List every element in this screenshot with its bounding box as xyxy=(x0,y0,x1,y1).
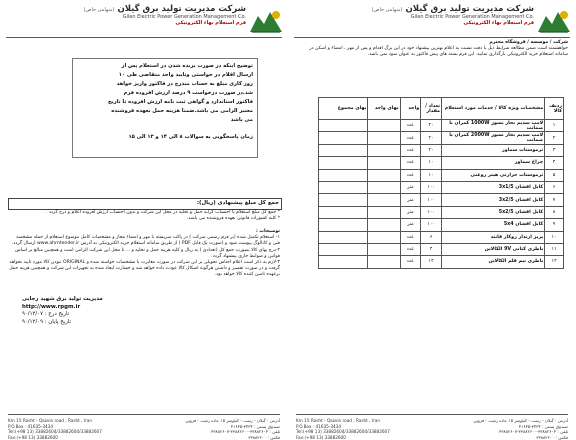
item-unit: عدد xyxy=(400,243,421,255)
col-qty: تعداد / مقدار xyxy=(421,98,442,120)
row-number: ۴ xyxy=(545,157,564,169)
table-row xyxy=(319,206,564,218)
row-number: ۱ xyxy=(545,120,564,132)
unit-price-cell[interactable] xyxy=(368,157,400,169)
item-spec: لامپ سدیم بخار نسوز 2000W کمران با ضمانت xyxy=(442,132,545,144)
row-number: ۹ xyxy=(545,219,564,231)
table-header-row xyxy=(319,98,564,120)
table-row xyxy=(319,219,564,231)
table-row xyxy=(319,144,564,156)
item-qty: ۲۰ xyxy=(421,132,442,144)
row-number: ۵ xyxy=(545,169,564,181)
table-body xyxy=(319,120,564,269)
right-page: شرکت مدیریت تولید برق گیلان (سهامی خاص) Gilan Electric Power Generation Management Co. فرم استعلام بهاء الکترونیکی شرکت / موسسه / فروشگاه محترم خواهشمند است ضمن مطالعه شرایط ذیل با دقت نسبت به اعلام بهترین پیشنهاد خود در این برگ اقدام و پس از مهر ، امضاء و اسکن در سامانه استعلام خرید الکترونیکی بارگذاری نمایید. این فرم بسته های پیش فاکتور به عنوان سود نمی باشد. ردیف کالا مشخصات ویژه کالا / خدمات مورد استعلام تعداد / مقدار واحد بهای واحد بهای مجموع ۱ لامپ سدیم بخار نسوز 1000W کمران با ضمانت ۲۰ عدد ۲ لامپ سدیم بخار نسوز 2000W کمران با ضمانت ۲۰ عدد ۳ ترموستات سماور ۲۰ عدد ۴ چراغ سماور ۱۰ عدد ۵ ترموستات حرارتی هیتر روغنی ۱۰ عدد ۶ کابل افشان 3x1/5 ۱۰۰ متر ۷ کابل افشان 3x2/5 ۱۰۰ متر ۸ کابل افشان 5x2/5 ۱۰۰ متر ۹ کابل افشان 5x4 ۱۰۰ متر ۱۰ پریز ارتدار روکار فانتد ۶ عدد ۱۱ باطری کتابی 9V الکالاین ۴ عدد ۱۲ باطری نیم قلم الکالاین ۱۴ عدد Km 15 Rasht - Qazvin road , Rasht , Iran P.O.Box : 41635-3434 Tel:(+98 13) 33882604/33882600/33882607 Fax:(+98 13) 33882600 آدرس : گیلان - رشت - کیلومتر ۱۵ جاده رشت - قزوین صندوق پستی : ۳۴۳۴-۴۱۶۳۵ تلفن : ۳۳۸۸۲۶۰۴-۳۳۸۸۲۶۰۰-۳۳۸۸۲۶۰۷ فکس : ۳۳۸۸۲۶۰۰ xyxy=(288,0,576,426)
row-number: ۱۰ xyxy=(545,231,564,243)
item-qty: ۲۰ xyxy=(421,120,442,132)
total-price-cell[interactable] xyxy=(319,194,368,206)
table-row xyxy=(319,157,564,169)
company-logo xyxy=(248,8,284,34)
total-price-cell[interactable] xyxy=(319,169,368,181)
table-row xyxy=(319,132,564,144)
item-unit: عدد xyxy=(400,169,421,181)
item-qty: ۱۰۰ xyxy=(421,181,442,193)
deadline-date: تاریخ پایان : ۹۰/۱۲/۰۹ xyxy=(22,318,71,325)
header-divider xyxy=(6,37,282,38)
item-qty: ۱۰۰ xyxy=(421,206,442,218)
item-unit: متر xyxy=(400,219,421,231)
total-price-cell[interactable] xyxy=(319,144,368,156)
item-spec: کابل افشان 3x1/5 xyxy=(442,181,545,193)
item-spec: کابل افشان 5x2/5 xyxy=(442,206,545,218)
unit-price-cell[interactable] xyxy=(368,132,400,144)
explanation-2: ۲-درج بهای کالا بصورت جمع کل (تعدادی ) به ریال و کلیه هزینه حمل و تخلیه و ... تا محل این شرکت الزامی است و همچنین مبالغ بر اساس قوانین و ضوابط جاری پیشنهاد گردد. xyxy=(15,247,280,259)
col-unit-price: بهای واحد xyxy=(368,98,400,120)
notice-box: توضیح اینکه در صورت برنده شدن در استعلام پس از ارسال اقلام در خواستی وتایید واحد متقاضی ظی ۱۰ روز کاری مبلغ به حساب مندرج در فاکتور واریز خواهد شد.در صورت درخواست ۹ درصد ارزش افزوده فرم فاکتور استاندارد و گواهی ثبت نامه ارزش افزوده تا تاریخ معتبر الزامی می باشد.ضمنا هزینه حمل بعهده فروشنده می باشد زمان پاسخگویی به سوالات ۸ الی ۱۴ و ۱۳ الی ۱۵ xyxy=(72,58,258,158)
item-spec: باطری نیم قلم الکالاین xyxy=(442,256,545,268)
total-price-cell[interactable] xyxy=(319,219,368,231)
explanation-3: ۳-لازم به ذکر است اعلام اجناس تحویلی بر این شرکت در صورت مغایرت با مشخصات خواسته شده و ORIGINAL نبودن کالا مورد تایید نخواهد گرفت و در صورت تقصیر و داشتن هرگونه اشکال کالا عودت داده خواهد شد و خسارت ایجاد شده به تجهیزات این شرکت و همچنین هزینه حمل برعهده تامین کننده کالا خواهد بود. xyxy=(9,260,280,278)
unit-price-cell[interactable] xyxy=(368,194,400,206)
item-unit: متر xyxy=(400,194,421,206)
item-qty: ۱۴ xyxy=(421,256,442,268)
unit-price-cell[interactable] xyxy=(368,256,400,268)
col-total-price: بهای مجموع xyxy=(319,98,368,120)
item-unit: عدد xyxy=(400,157,421,169)
unit-price-cell[interactable] xyxy=(368,219,400,231)
unit-price-cell[interactable] xyxy=(368,120,400,132)
row-number: ۸ xyxy=(545,206,564,218)
row-number: ۶ xyxy=(545,181,564,193)
unit-price-cell[interactable] xyxy=(368,231,400,243)
company-name: شرکت مدیریت تولید برق گیلان (سهامی خاص) xyxy=(83,4,246,14)
total-price-cell[interactable] xyxy=(319,243,368,255)
unit-price-cell[interactable] xyxy=(368,144,400,156)
total-price-cell[interactable] xyxy=(319,181,368,193)
form-title: فرم استعلام بهاء الکترونیکی xyxy=(175,20,246,26)
header-divider xyxy=(294,37,570,38)
total-price-cell[interactable] xyxy=(319,120,368,132)
signature-unit: مدیریت تولید برق شهید رجایی xyxy=(22,296,103,302)
table-row xyxy=(319,231,564,243)
issue-date: تاریخ درج : ۹۰/۱۲/۰۷ xyxy=(22,311,70,317)
total-price-cell[interactable] xyxy=(319,206,368,218)
item-unit: عدد xyxy=(400,256,421,268)
col-spec: مشخصات ویژه کالا / خدمات مورد استعلام xyxy=(442,98,545,120)
item-qty: ۱۰۰ xyxy=(421,219,442,231)
col-unit: واحد xyxy=(400,98,421,120)
item-qty: ۶ xyxy=(421,231,442,243)
table-row xyxy=(319,194,564,206)
row-number: ۷ xyxy=(545,194,564,206)
unit-price-cell[interactable] xyxy=(368,243,400,255)
total-price-cell[interactable] xyxy=(319,256,368,268)
item-spec: لامپ سدیم بخار نسوز 1000W کمران با ضمانت xyxy=(442,120,545,132)
item-unit: عدد xyxy=(400,132,421,144)
item-qty: ۲۰ xyxy=(421,144,442,156)
total-price-cell[interactable] xyxy=(319,132,368,144)
unit-price-cell[interactable] xyxy=(368,169,400,181)
table-row xyxy=(319,243,564,255)
total-price-cell[interactable] xyxy=(319,231,368,243)
item-spec: باطری کتابی 9V الکالاین xyxy=(442,243,545,255)
company-logo xyxy=(536,8,572,34)
item-unit: عدد xyxy=(400,120,421,132)
company-name: شرکت مدیریت تولید برق گیلان (سهامی خاص) xyxy=(371,4,534,14)
table-row xyxy=(319,120,564,132)
left-header xyxy=(0,0,288,46)
item-qty: ۱۰۰ xyxy=(421,194,442,206)
row-number: ۱۱ xyxy=(545,243,564,255)
signature-block xyxy=(22,296,162,326)
form-title: فرم استعلام بهاء الکترونیکی xyxy=(463,20,534,26)
item-qty: ۴ xyxy=(421,243,442,255)
company-name-en: Gilan Electric Power Generation Management Co. xyxy=(122,14,246,20)
total-price-cell[interactable] xyxy=(319,157,368,169)
item-unit: عدد xyxy=(400,231,421,243)
items-table xyxy=(318,97,564,269)
row-number: ۳ xyxy=(545,144,564,156)
item-qty: ۱۰ xyxy=(421,157,442,169)
unit-price-cell[interactable] xyxy=(368,206,400,218)
item-spec: کابل افشان 5x4 xyxy=(442,219,545,231)
explanation-1: ۱- استعلام تکمیل شده (بر فرم رسمی شرکت ) در پاکت سربسته با مهر و امضاء مجاز و مشخصات کامل موضوع استعلام از جمله مشخصه فنی و کاتالوگ پیوست شود و (صورت یک فایل PDF ) از طریق سامانه استعلام خرید الکترونیکی به آدرس www.ahrntender.ir ارسال گردد. xyxy=(11,235,280,247)
table-row xyxy=(319,256,564,268)
item-spec: ترموستات حرارتی هیتر روغنی xyxy=(442,169,545,181)
company-name-en: Gilan Electric Power Generation Management Co. xyxy=(410,14,534,20)
website-link[interactable]: http://www.rpgm.ir xyxy=(22,303,81,310)
item-unit: متر xyxy=(400,181,421,193)
row-number: ۱۲ xyxy=(545,256,564,268)
notes: * جمع کل مبلغ استعلام با احتساب کرایه حمل و تخلیه در محل این شرکت و بدون احتساب ارزش افزوده اعلام و درج گردد . * کلیه کسورات قانونی بعهده فروشنده می باشد. xyxy=(45,210,280,222)
item-spec: کابل افشان 3x2/5 xyxy=(442,194,545,206)
item-spec: پریز ارتدار روکار فانتد xyxy=(442,231,545,243)
table-row xyxy=(319,181,564,193)
unit-price-cell[interactable] xyxy=(368,181,400,193)
total-price-field[interactable]: جمع کل مبلغ پیشنهادی (ریال): xyxy=(8,198,282,210)
left-page: شرکت مدیریت تولید برق گیلان (سهامی خاص) Gilan Electric Power Generation Management Co. فرم استعلام بهاء الکترونیکی توضیح اینکه در صورت برنده شدن در استعلام پس از ارسال اقلام در خواستی وتایید واحد متقاضی ظی ۱۰ روز کاری مبلغ به حساب مندرج در فاکتور واریز خواهد شد.در صورت درخواست ۹ درصد ارزش افزوده فرم فاکتور استاندارد و گواهی ثبت نامه ارزش افزوده تا تاریخ معتبر الزامی می باشد.ضمنا هزینه حمل بعهده فروشنده می باشد زمان پاسخگویی به سوالات ۸ الی ۱۴ و ۱۳ الی ۱۵ جمع کل مبلغ پیشنهادی (ریال): * جمع کل مبلغ استعلام با احتساب کرایه حمل و تخلیه در محل این شرکت و بدون احتساب ارزش افزوده اعلام و درج گردد . * کلیه کسورات قانونی بعهده فروشنده می باشد. توضیحات : ۱- استعلام تکمیل شده (بر فرم رسمی شرکت ) در پاکت سربسته با مهر و امضاء مجاز و مشخصات کامل موضوع استعلام از جمله مشخصه فنی و کاتالوگ پیوست شود و (صورت یک فایل PDF ) از طریق سامانه استعلام خرید الکترونیکی به آدرس www.ahrntender.ir ارسال گردد. ۲-درج بهای کالا بصورت جمع کل (تعدادی ) به ریال و کلیه هزینه حمل و تخلیه و ... تا محل این شرکت الزامی است و همچنین مبالغ بر اساس قوانین و ضوابط جاری پیشنهاد گردد. ۳-لازم به ذکر است اعلام اجناس تحویلی بر این شرکت در صورت مغایرت با مشخصات خواسته شده و ORIGINAL نبودن کالا مورد تایید نخواهد گرفت و در صورت تقصیر و داشتن هرگونه اشکال کالا عودت داده خواهد شد و خسارت ایجاد شده به تجهیزات این شرکت و همچنین هزینه حمل برعهده تامین کننده کالا خواهد بود. مدیریت تولید برق شهید رجایی http://www.rpgm.ir تاریخ درج : ۹۰/۱۲/۰۷ تاریخ پایان : ۹۰/۱۲/۰۹ Km 15 Rasht - Qazvin road , Rasht , Iran P.O.Box : 41635-3434 Tel:(+98 13) 33882604/33882600/33882607 Fax:(+98 13) 33882600 آدرس : گیلان - رشت - کیلومتر ۱۵ جاده رشت - قزوین صندوق پستی : ۳۴۳۴-۴۱۶۳۵ تلفن : ۳۳۸۸۲۶۰۴-۳۳۸۸۲۶۰۰-۳۳۸۸۲۶۰۷ فکس : ۳۳۸۸۲۶۰۰ xyxy=(0,0,288,426)
item-qty: ۱۰ xyxy=(421,169,442,181)
col-row: ردیف کالا xyxy=(545,98,564,120)
item-spec: چراغ سماور xyxy=(442,157,545,169)
explanations: توضیحات : ۱- استعلام تکمیل شده (بر فرم رسمی شرکت ) در پاکت سربسته با مهر و امضاء مجاز و مشخصات کامل موضوع استعلام از جمله مشخصه فنی و کاتالوگ پیوست شود و (صورت یک فایل PDF ) از طریق سامانه استعلام خرید الکترونیکی به آدرس www.ahrntender.ir ارسال گردد. ۲-درج بهای کالا بصورت جمع کل (تعدادی ) به ریال و کلیه هزینه حمل و تخلیه و ... تا محل این شرکت الزامی است و همچنین مبالغ بر اساس قوانین و ضوابط جاری پیشنهاد گردد. ۳-لازم به ذکر است اعلام اجناس تحویلی بر این شرکت در صورت مغایرت با مشخصات خواسته شده و ORIGINAL نبودن کالا مورد تایید نخواهد گرفت و در صورت تقصیر و داشتن هرگونه اشکال کالا عودت داده خواهد شد و خسارت ایجاد شده به تجهیزات این شرکت و همچنین هزینه حمل برعهده تامین کننده کالا خواهد بود. xyxy=(9,229,280,278)
addressee: شرکت / موسسه / فروشگاه محترم xyxy=(489,40,568,45)
item-spec: ترموستات سماور xyxy=(442,144,545,156)
item-unit: متر xyxy=(400,206,421,218)
item-unit: عدد xyxy=(400,144,421,156)
table-row xyxy=(319,169,564,181)
intro-text: شرکت / موسسه / فروشگاه محترم خواهشمند است ضمن مطالعه شرایط ذیل با دقت نسبت به اعلام بهترین پیشنهاد خود در این برگ اقدام و پس از مهر ، امضاء و اسکن در سامانه استعلام خرید الکترونیکی بارگذاری نمایید. این فرم بسته های پیش فاکتور به عنوان سود نمی باشد. xyxy=(296,40,568,59)
row-number: ۲ xyxy=(545,132,564,144)
